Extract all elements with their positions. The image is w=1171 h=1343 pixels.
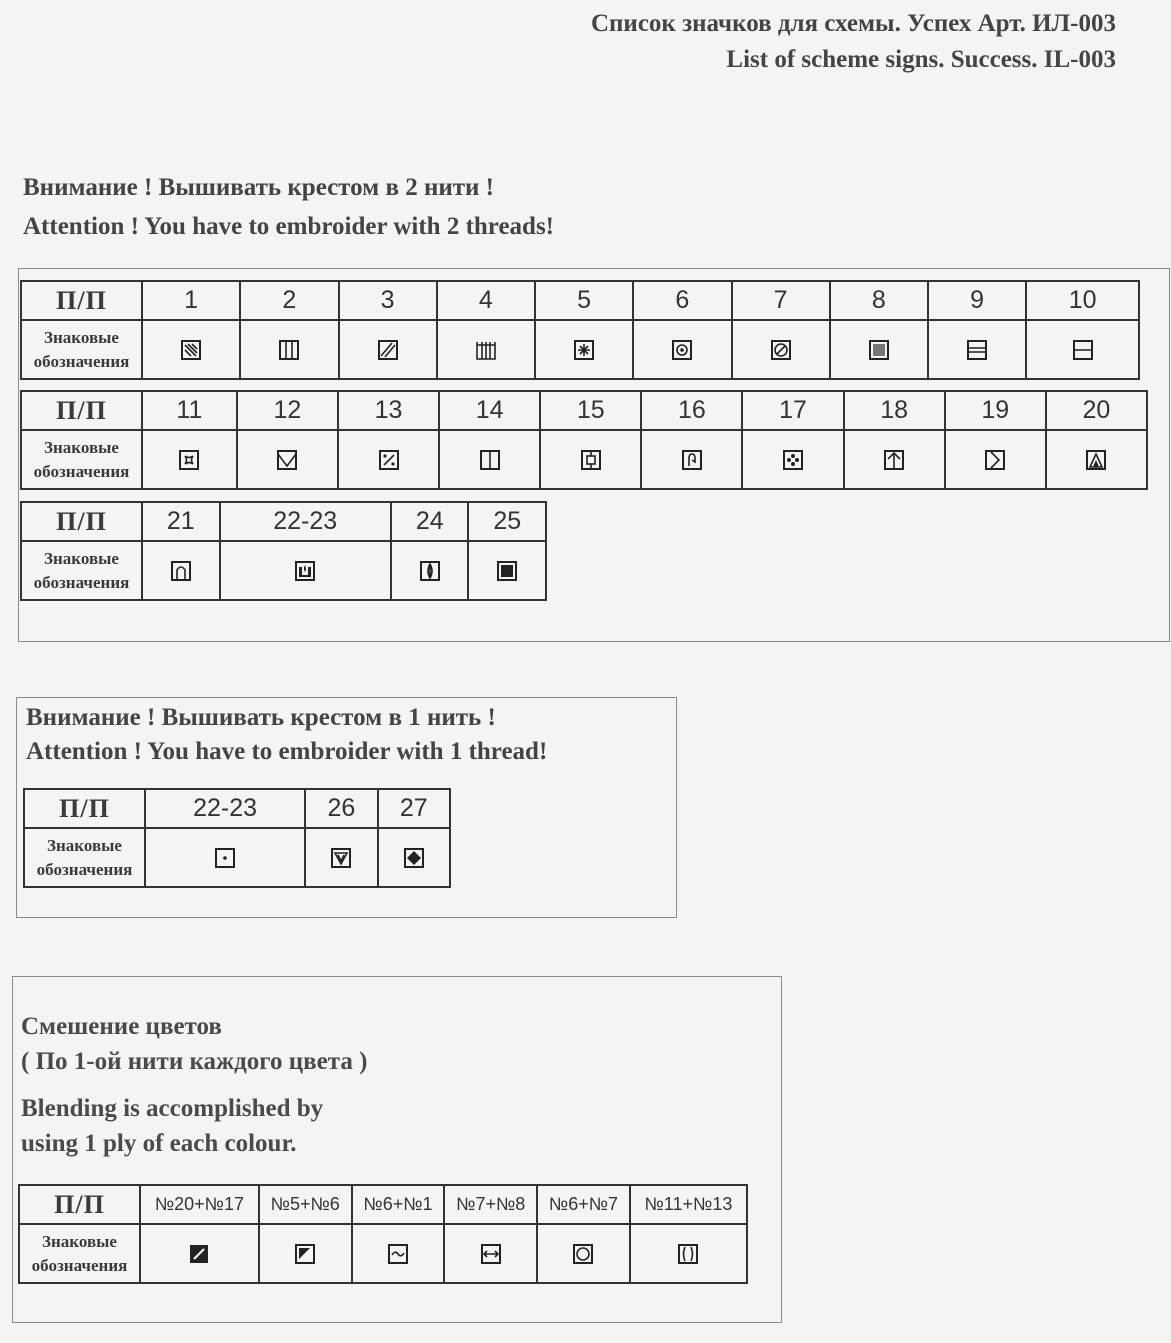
symbol-number: 1 — [142, 281, 240, 320]
single-hbar-icon — [1071, 338, 1095, 362]
percent-icon — [377, 448, 401, 472]
dot-icon — [213, 846, 237, 870]
snowflake-icon — [572, 338, 596, 362]
symbols-label-line2: обозначения — [33, 351, 130, 371]
symbol-cell — [844, 430, 945, 489]
symbol-cell — [537, 1224, 630, 1283]
symbol-number: 16 — [641, 391, 742, 430]
number-row — [21, 502, 546, 541]
symbol-cell — [237, 430, 338, 489]
row-header-pp: П/П — [21, 502, 142, 541]
row-header-pp: П/П — [24, 789, 145, 828]
symbol-number: 9 — [928, 281, 1026, 320]
symbol-row — [24, 828, 450, 887]
symbol-number: №6+№1 — [352, 1185, 445, 1224]
attention-2-threads — [23, 168, 554, 246]
symbol-cell — [352, 1224, 445, 1283]
dotted-fill-icon — [867, 338, 891, 362]
diag-lines-icon — [179, 338, 203, 362]
symbol-number: 20 — [1046, 391, 1147, 430]
diag-slash-filled-icon — [187, 1242, 211, 1266]
symbol-row — [21, 541, 546, 600]
symbol-number: 21 — [142, 502, 220, 541]
symbol-cell — [732, 320, 830, 379]
symbols-label-line1: Знаковые — [47, 835, 122, 855]
symbol-cell — [742, 430, 843, 489]
row-header-pp: П/П — [19, 1185, 140, 1224]
symbol-number: 24 — [391, 502, 469, 541]
symbol-number: 3 — [339, 281, 437, 320]
diag-double-line-icon — [376, 338, 400, 362]
number-row — [19, 1185, 747, 1224]
loop-arrow-icon — [680, 448, 704, 472]
symbol-cell — [1026, 320, 1139, 379]
clover-icon — [177, 448, 201, 472]
row-header-symbols — [24, 828, 145, 887]
leaf-icon — [418, 559, 442, 583]
symbol-cell — [1046, 430, 1147, 489]
symbol-number: 6 — [633, 281, 731, 320]
symbol-number: №7+№8 — [444, 1185, 537, 1224]
symbol-cell — [338, 430, 439, 489]
row-header-symbols — [21, 320, 142, 379]
small-square-icon — [579, 448, 603, 472]
symbol-number: 11 — [142, 391, 237, 430]
symbol-cell — [633, 320, 731, 379]
symbol-cell — [945, 430, 1046, 489]
row-header-pp: П/П — [21, 391, 142, 430]
attention-ru: Внимание ! Вышивать крестом в 2 нити ! — [23, 174, 495, 201]
page-header — [591, 6, 1116, 78]
right-chevron-icon — [983, 448, 1007, 472]
blend-subtitle-ru: ( По 1-ой нити каждого цвета ) — [21, 1048, 368, 1075]
symbol-cell — [928, 320, 1026, 379]
circle-icon — [571, 1242, 595, 1266]
symbols-label-line2: обозначения — [36, 859, 133, 879]
brackets-icon — [676, 1242, 700, 1266]
circle-slash-icon — [769, 338, 793, 362]
symbols-label-line2: обозначения — [33, 461, 130, 481]
filled-square-icon — [495, 559, 519, 583]
symbol-number: 18 — [844, 391, 945, 430]
row-header-symbols — [21, 430, 142, 489]
symbol-number: 27 — [378, 789, 450, 828]
blend-text-en-2: using 1 ply of each colour. — [21, 1130, 297, 1157]
legend-table-1 — [20, 280, 1140, 380]
symbol-number: 14 — [439, 391, 540, 430]
symbol-cell — [339, 320, 437, 379]
symbol-row — [21, 320, 1139, 379]
row-header-pp: П/П — [21, 281, 142, 320]
number-row — [21, 281, 1139, 320]
symbol-number: 15 — [540, 391, 641, 430]
legend-table-2 — [20, 390, 1148, 490]
double-hbar-icon — [965, 338, 989, 362]
triangle-down-icon — [275, 448, 299, 472]
attention-en: Attention ! You have to embroider with 1 thread! — [26, 738, 548, 765]
vertical-line-icon — [478, 448, 502, 472]
symbol-cell — [641, 430, 742, 489]
symbol-number: 13 — [338, 391, 439, 430]
symbol-cell — [142, 541, 220, 600]
symbol-cell — [437, 320, 535, 379]
symbols-label-line1: Знаковые — [44, 437, 119, 457]
filled-triangle-icon — [1084, 448, 1108, 472]
corner-triangle-icon — [293, 1242, 317, 1266]
symbols-label-line1: Знаковые — [44, 548, 119, 568]
up-arrow-icon — [882, 448, 906, 472]
drop-icon — [293, 559, 317, 583]
row-header-symbols — [19, 1224, 140, 1283]
tilde-icon — [386, 1242, 410, 1266]
blend-text-en-1: Blending is accomplished by — [21, 1095, 324, 1122]
arch-icon — [169, 559, 193, 583]
symbol-cell — [142, 430, 237, 489]
symbol-cell — [468, 541, 546, 600]
legend-table-5 — [18, 1184, 748, 1284]
symbol-cell — [220, 541, 391, 600]
number-row — [24, 789, 450, 828]
diamond-icon — [402, 846, 426, 870]
blend-title-ru: Смешение цветов — [21, 1013, 222, 1040]
symbol-row — [19, 1224, 747, 1283]
symbols-label-line1: Знаковые — [42, 1231, 117, 1251]
symbol-cell — [145, 828, 305, 887]
symbol-cell — [630, 1224, 747, 1283]
symbol-cell — [378, 828, 450, 887]
vertical-lines-icon — [277, 338, 301, 362]
symbol-number: 10 — [1026, 281, 1139, 320]
symbol-number: 4 — [437, 281, 535, 320]
symbol-number: №5+№6 — [259, 1185, 352, 1224]
number-row — [21, 391, 1147, 430]
symbol-number: 25 — [468, 502, 546, 541]
symbol-cell — [391, 541, 469, 600]
symbol-number: 8 — [830, 281, 928, 320]
symbols-label-line1: Знаковые — [44, 327, 119, 347]
symbol-cell — [830, 320, 928, 379]
title-ru: Список значков для схемы. Успех Арт. ИЛ-003 — [590, 10, 1116, 37]
triangle-v-icon — [329, 846, 353, 870]
attention-en: Attention ! You have to embroider with 2 threads! — [23, 213, 555, 240]
attention-1-thread — [26, 701, 547, 769]
symbol-number: 7 — [732, 281, 830, 320]
symbol-number: 12 — [237, 391, 338, 430]
legend-table-3 — [20, 501, 547, 601]
grid-icon — [474, 338, 498, 362]
symbol-number: 22-23 — [145, 789, 305, 828]
symbol-cell — [259, 1224, 352, 1283]
symbol-number: №11+№13 — [630, 1185, 747, 1224]
symbol-cell — [540, 430, 641, 489]
row-header-symbols — [21, 541, 142, 600]
circle-dot-icon — [670, 338, 694, 362]
symbol-number: 2 — [240, 281, 338, 320]
legend-table-4 — [23, 788, 451, 888]
symbol-cell — [305, 828, 377, 887]
symbol-cell — [535, 320, 633, 379]
symbol-cell — [240, 320, 338, 379]
symbol-number: 5 — [535, 281, 633, 320]
symbols-label-line2: обозначения — [31, 1255, 128, 1275]
double-arrow-icon — [479, 1242, 503, 1266]
attention-ru: Внимание ! Вышивать крестом в 1 нить ! — [26, 704, 496, 731]
symbols-label-line2: обозначения — [33, 572, 130, 592]
symbol-number: 17 — [742, 391, 843, 430]
flower-icon — [781, 448, 805, 472]
blending-text — [21, 1009, 367, 1161]
symbol-cell — [444, 1224, 537, 1283]
symbol-cell — [140, 1224, 259, 1283]
symbol-number: 22-23 — [220, 502, 391, 541]
symbol-number: 26 — [305, 789, 377, 828]
title-en: List of scheme signs. Success. IL-003 — [726, 46, 1116, 73]
symbol-cell — [439, 430, 540, 489]
symbol-row — [21, 430, 1147, 489]
symbol-number: №6+№7 — [537, 1185, 630, 1224]
symbol-number: 19 — [945, 391, 1046, 430]
symbol-cell — [142, 320, 240, 379]
symbol-number: №20+№17 — [140, 1185, 259, 1224]
